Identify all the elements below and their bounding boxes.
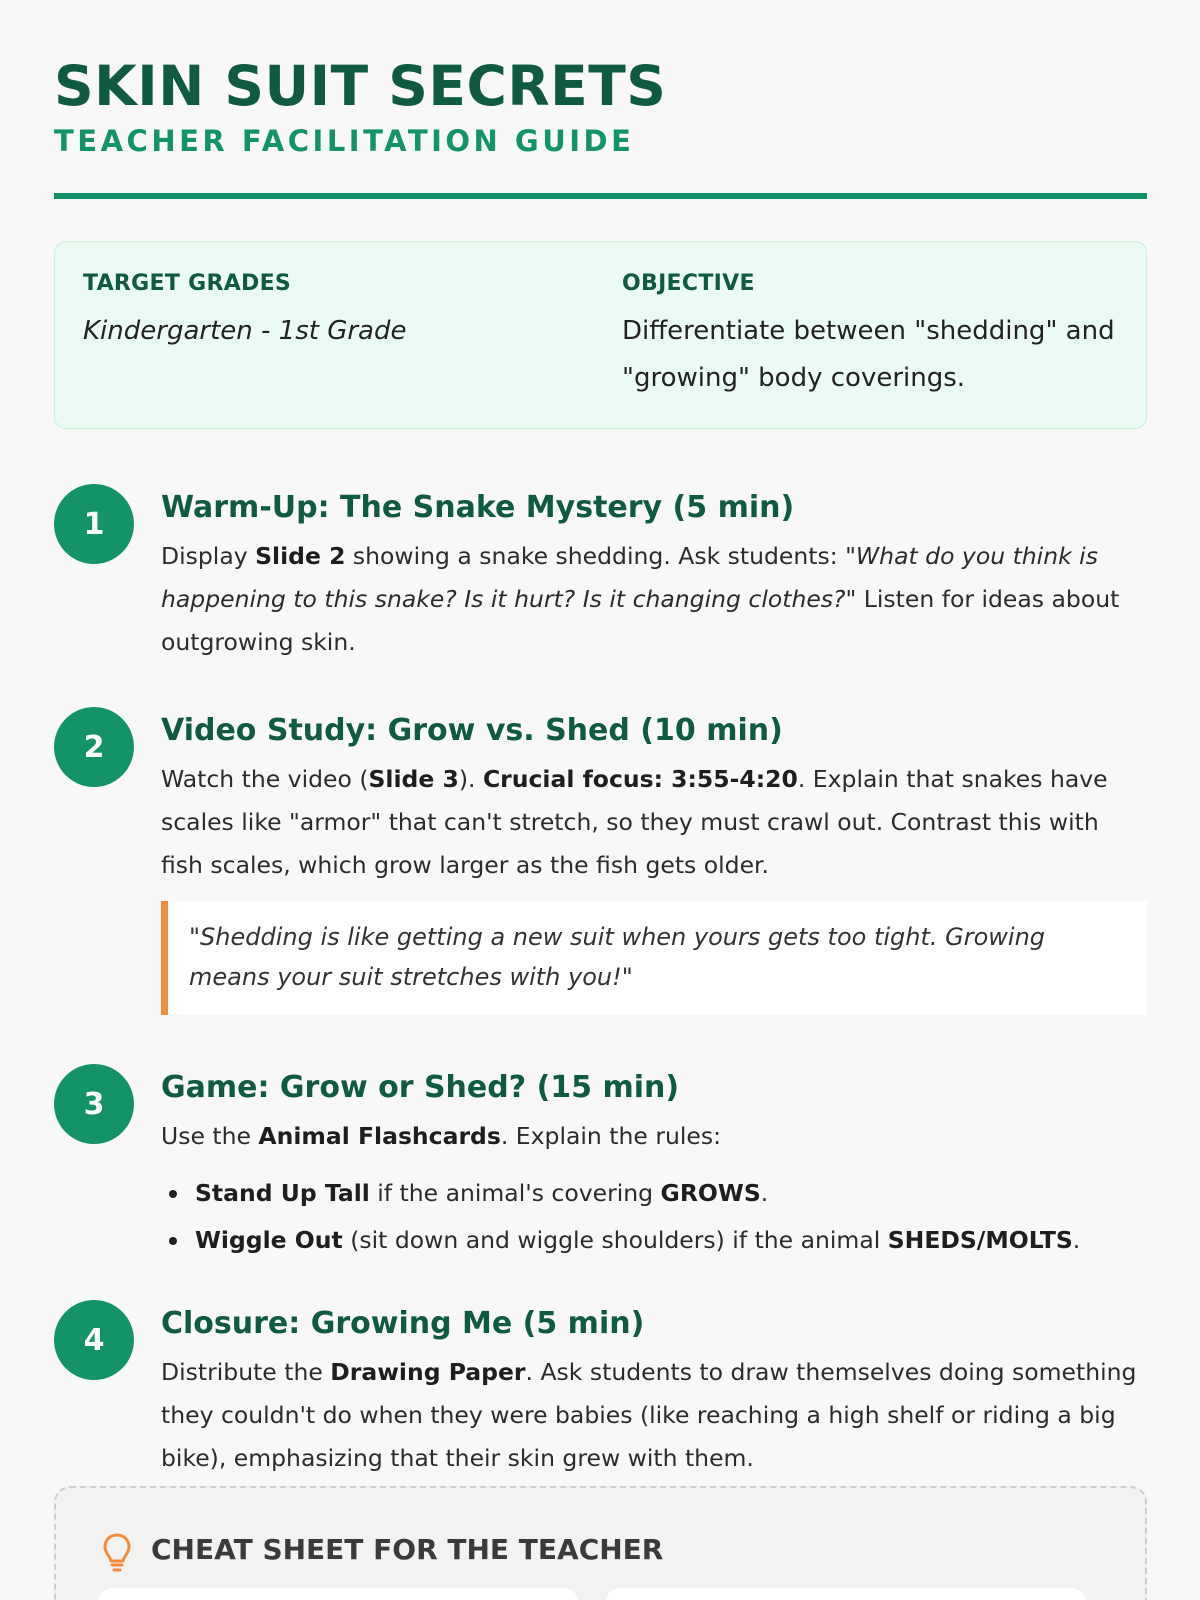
step-body xyxy=(161,707,1147,1015)
bold-text: Slide 3 xyxy=(368,765,459,793)
target-grades-value: Kindergarten - 1st Grade xyxy=(83,316,407,346)
bold-text: GROWS xyxy=(660,1179,761,1207)
bold-text: Stand Up Tall xyxy=(195,1179,370,1207)
text-run: . Explain the rules: xyxy=(500,1122,722,1150)
target-grades-section xyxy=(83,271,583,355)
italic-question: "What do you think is happening to this snake? Is it hurt? Is it changing clothes?" xyxy=(161,542,1098,613)
bold-text: Wiggle Out xyxy=(195,1226,343,1254)
text-run: Display xyxy=(161,542,256,570)
objective-label: OBJECTIVE xyxy=(622,271,755,296)
step-body xyxy=(161,1300,1147,1480)
step-body xyxy=(161,484,1147,664)
bold-text: Animal Flashcards xyxy=(258,1122,501,1150)
list-item xyxy=(161,1170,1147,1217)
text-run: (sit down and wiggle shoulders) if the animal xyxy=(342,1226,888,1254)
step-title: Game: Grow or Shed? (15 min) xyxy=(161,1070,680,1105)
analogy-quote: "Shedding is like getting a new suit when yours gets too tight. Growing means your suit stretches with you!" xyxy=(161,901,1147,1015)
cheat-sheet-title: CHEAT SHEET FOR THE TEACHER xyxy=(151,1533,664,1566)
step-body xyxy=(161,1064,1147,1264)
step-number-badge: 2 xyxy=(54,707,134,787)
page-subtitle: TEACHER FACILITATION GUIDE xyxy=(54,124,635,158)
text-run: if the animal's covering xyxy=(369,1179,661,1207)
text-run: Distribute the xyxy=(161,1358,331,1386)
step-title: Closure: Growing Me (5 min) xyxy=(161,1306,645,1341)
list-item xyxy=(161,1217,1147,1264)
text-run: . xyxy=(1072,1226,1081,1254)
step-number-badge: 1 xyxy=(54,484,134,564)
cheat-sheet-card xyxy=(98,1588,578,1600)
cheat-sheet-box xyxy=(54,1486,1147,1600)
text-run: Watch the video ( xyxy=(161,765,369,793)
step-title: Video Study: Grow vs. Shed (10 min) xyxy=(161,713,783,748)
objective-section xyxy=(622,271,1122,402)
step-description xyxy=(161,1115,1147,1158)
target-grades-label: TARGET GRADES xyxy=(83,271,292,296)
step-number-badge: 4 xyxy=(54,1300,134,1380)
text-run: . xyxy=(760,1179,769,1207)
lesson-info-box xyxy=(54,241,1147,429)
step-description xyxy=(161,758,1147,887)
title-divider xyxy=(54,193,1147,199)
text-run: ). xyxy=(458,765,483,793)
text-run: . Ask students to draw themselves doing something they couldn't do when they were babies (like reaching a high shelf or riding a big bike), emphasizing that their skin grew with them. xyxy=(161,1358,1137,1472)
lightbulb-icon xyxy=(102,1532,132,1572)
step-description xyxy=(161,1351,1147,1480)
cheat-sheet-card xyxy=(606,1588,1086,1600)
page-title: SKIN SUIT SECRETS xyxy=(54,54,667,118)
text-run: Use the xyxy=(161,1122,259,1150)
text-run: . Explain that snakes have scales like "armor" that can't stretch, so they must crawl out. Contrast this with fish scales, which grow larger as the fish gets older. xyxy=(161,765,1108,879)
bold-text: Drawing Paper xyxy=(330,1358,526,1386)
bold-text: SHEDS/MOLTS xyxy=(887,1226,1073,1254)
objective-value: Differentiate between "shedding" and "growing" body coverings. xyxy=(622,316,1115,393)
game-rules-list xyxy=(161,1170,1147,1264)
text-run: Listen for ideas about outgrowing skin. xyxy=(161,585,1120,656)
bold-text: Crucial focus: 3:55-4:20 xyxy=(482,765,798,793)
bold-text: Slide 2 xyxy=(255,542,346,570)
step-description xyxy=(161,535,1147,664)
text-run: showing a snake shedding. Ask students: xyxy=(345,542,846,570)
step-number-badge: 3 xyxy=(54,1064,134,1144)
step-title: Warm-Up: The Snake Mystery (5 min) xyxy=(161,490,795,525)
